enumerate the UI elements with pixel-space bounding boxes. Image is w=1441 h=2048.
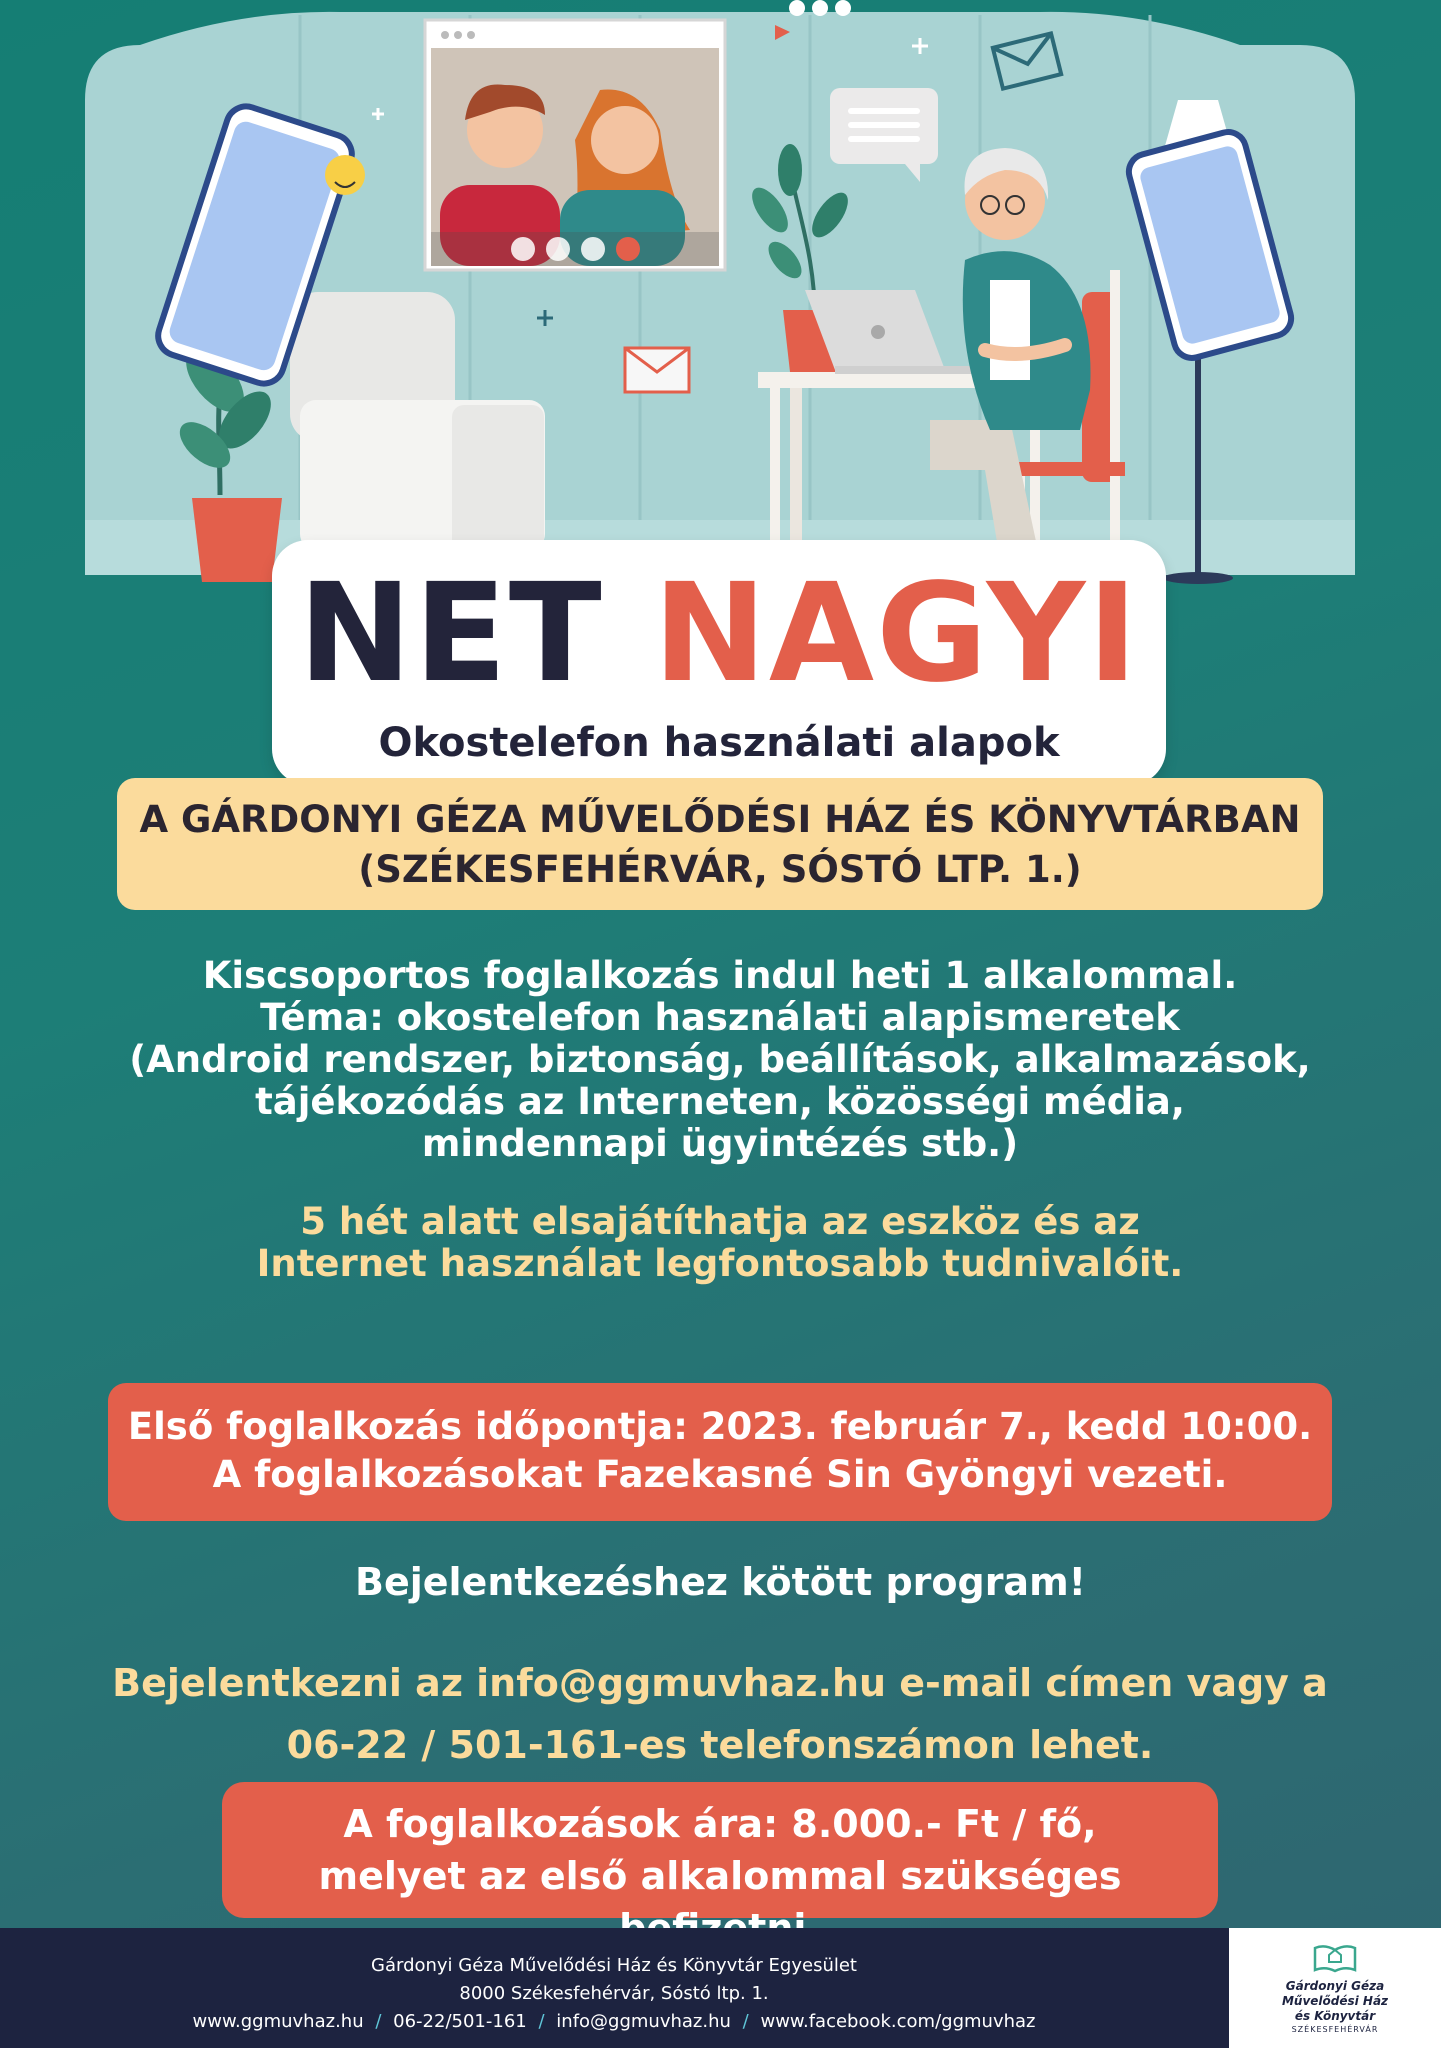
separator: / — [375, 2011, 382, 2032]
schedule-line-1: Első foglalkozás időpontja: 2023. február 7., kedd 10:00. — [127, 1405, 1313, 1448]
footer-email-link[interactable]: info@ggmuvhaz.hu — [556, 2011, 731, 2032]
footer-org: Gárdonyi Géza Művelődési Ház és Könyvtár Egyesület — [371, 1955, 857, 1976]
book-house-icon — [1311, 1940, 1359, 1974]
logo-name-line-2: Művelődési Ház — [1281, 1994, 1389, 2008]
highlight-line: 5 hét alatt elsajátíthatja az eszköz és az — [300, 1200, 1140, 1243]
venue-box — [117, 778, 1323, 910]
venue-line-1: A GÁRDONYI GÉZA MŰVELŐDÉSI HÁZ ÉS KÖNYVTÁRBAN — [139, 798, 1301, 841]
event-subtitle: Okostelefon használati alapok — [378, 720, 1060, 766]
envelope-icon-2 — [625, 348, 689, 392]
title-net: NET — [298, 555, 604, 713]
hero-illustration — [0, 0, 1441, 600]
footer-address: 8000 Székesfehérvár, Sóstó ltp. 1. — [459, 1983, 769, 2004]
description-line: (Android rendszer, biztonság, beállítások, alkalmazások, — [129, 1038, 1311, 1081]
price-line-2: melyet az első alkalommal szükséges — [318, 1854, 1122, 1898]
venue-line-2: (SZÉKESFEHÉRVÁR, SÓSTÓ LTP. 1.) — [358, 848, 1082, 891]
contact-block — [60, 1652, 1380, 1776]
schedule-line-2: A foglalkozásokat Fazekasné Sin Gyöngyi vezeti. — [212, 1453, 1228, 1496]
footer-facebook-link[interactable]: www.facebook.com/ggmuvhaz — [760, 2011, 1036, 2032]
footer-links — [0, 2008, 1228, 2036]
price-box — [222, 1782, 1218, 1918]
highlight-line: Internet használat legfontosabb tudnivalóit. — [256, 1242, 1184, 1285]
event-title — [272, 554, 1166, 714]
video-call-window — [425, 20, 725, 270]
description-line: Kiscsoportos foglalkozás indul heti 1 alkalommal. — [202, 954, 1238, 997]
description-line: tájékozódás az Interneten, közösségi média, — [255, 1080, 1185, 1123]
footer-website-link[interactable]: www.ggmuvhaz.hu — [192, 2011, 364, 2032]
footer-text — [0, 1952, 1228, 2036]
separator: / — [538, 2011, 545, 2032]
description-block — [60, 955, 1380, 1285]
description-line: Téma: okostelefon használati alapismeretek — [260, 996, 1180, 1039]
contact-line-1: Bejelentkezni az info@ggmuvhaz.hu e-mail címen vagy a — [112, 1661, 1328, 1705]
schedule-box — [108, 1383, 1332, 1521]
separator: / — [742, 2011, 749, 2032]
title-nagyi: NAGYI — [653, 555, 1140, 713]
logo-name-line-3: és Könyvtár — [1294, 2009, 1376, 2023]
contact-line-2: 06-22 / 501-161-es telefonszámon lehet. — [286, 1723, 1154, 1767]
registration-notice: Bejelentkezéshez kötött program! — [355, 1560, 1086, 1604]
title-card — [272, 540, 1166, 785]
logo-name-line-1: Gárdonyi Géza — [1285, 1979, 1385, 1993]
description-line: mindennapi ügyintézés stb.) — [421, 1122, 1019, 1165]
price-line-1: A foglalkozások ára: 8.000.- Ft / fő, — [343, 1802, 1097, 1846]
footer — [0, 1928, 1441, 2048]
footer-phone[interactable]: 06-22/501-161 — [393, 2011, 527, 2032]
logo-city: SZÉKESFEHÉRVÁR — [1291, 2025, 1379, 2034]
organization-logo — [1229, 1928, 1441, 2048]
